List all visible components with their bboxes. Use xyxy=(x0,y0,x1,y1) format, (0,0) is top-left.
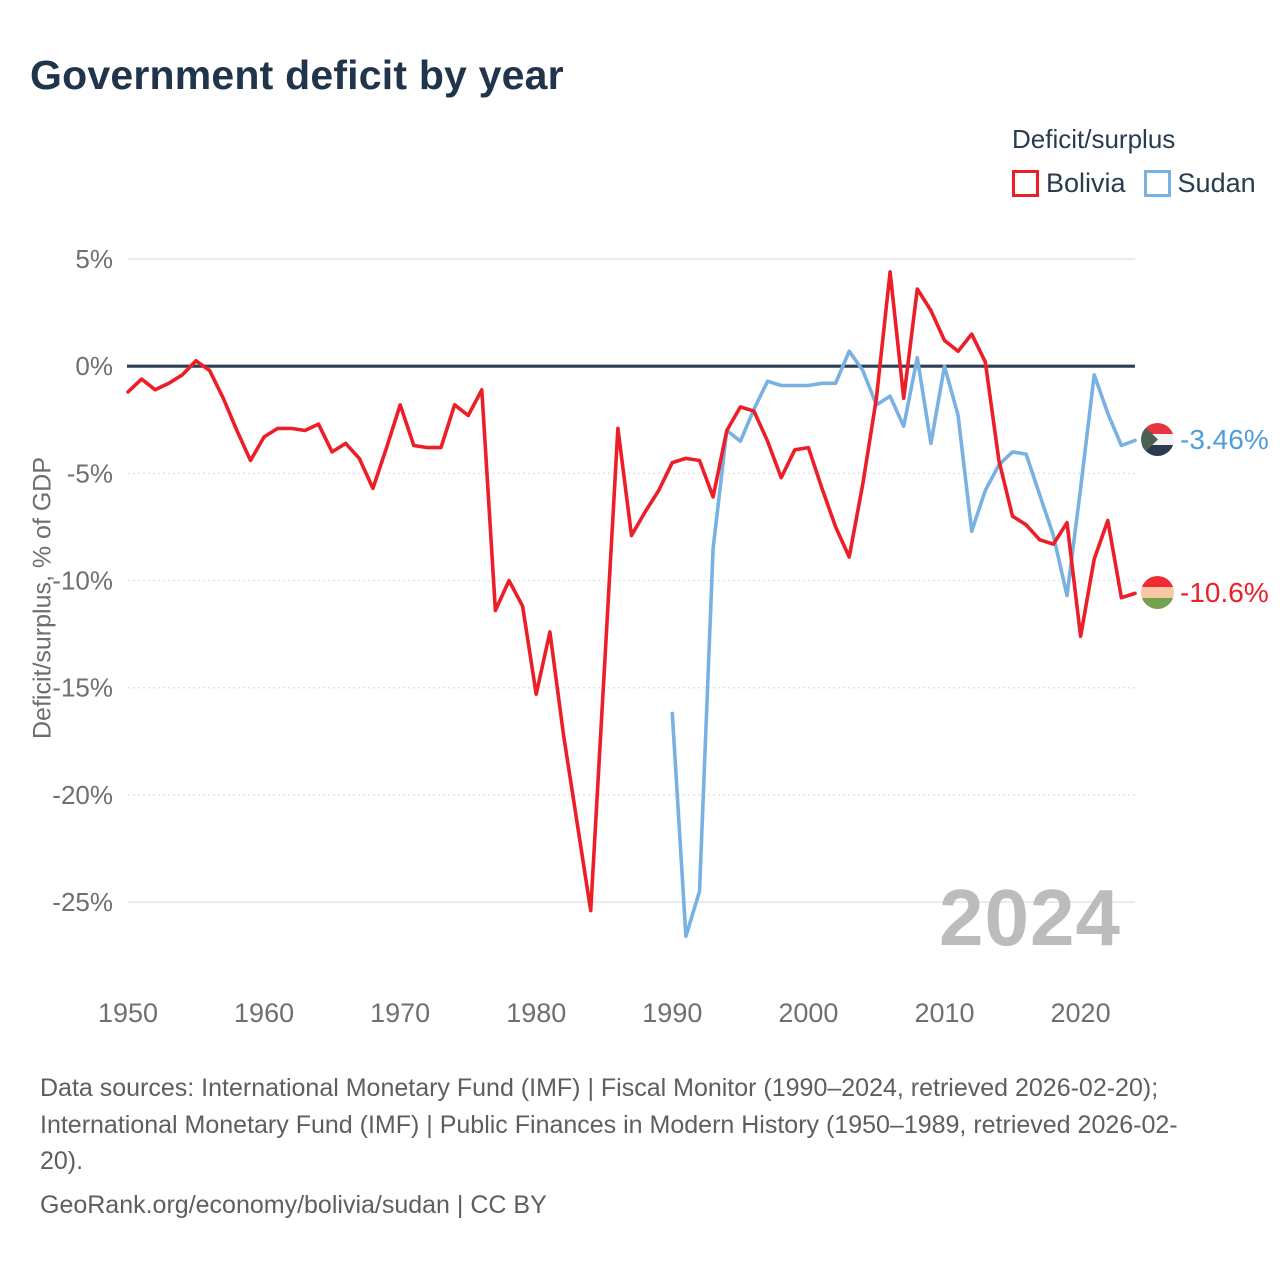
y-tick-label: -10% xyxy=(52,565,113,596)
legend-title: Deficit/surplus xyxy=(1012,124,1176,154)
footer-source-line-3: 20). xyxy=(40,1147,84,1175)
sudan-end-label xyxy=(1141,423,1269,456)
legend-label-bolivia: Bolivia xyxy=(1046,168,1126,198)
x-tick-label: 2000 xyxy=(778,998,839,1028)
bolivia-end-label xyxy=(1141,576,1269,609)
sudan-line xyxy=(672,351,1135,936)
footer-attribution: GeoRank.org/economy/bolivia/sudan | CC BY xyxy=(40,1190,547,1219)
y-tick-label: 5% xyxy=(75,244,113,275)
page-title: Government deficit by year xyxy=(30,52,564,98)
sudan-flag-icon xyxy=(1141,423,1174,456)
footer-source-line-2: International Monetary Fund (IMF) | Public Finances in Modern History (1950–1989, retrieved 2026-02- xyxy=(40,1110,1178,1139)
x-tick-label: 2020 xyxy=(1050,998,1111,1028)
y-tick-label: -5% xyxy=(66,458,113,489)
x-tick-label: 1950 xyxy=(97,998,159,1028)
footer xyxy=(40,1070,1250,1223)
x-tick-label: 1980 xyxy=(506,998,567,1028)
footer-source-line-1: Data sources: International Monetary Fund (IMF) | Fiscal Monitor (1990–2024, retrieved 2026-02-20); xyxy=(40,1074,1159,1102)
sudan-latest-value: -3.46% xyxy=(1180,423,1269,455)
watermark-year: 2024 xyxy=(939,873,1121,962)
bolivia-flag-icon xyxy=(1141,576,1174,609)
x-tick-label: 2010 xyxy=(914,998,975,1028)
y-tick-label: -20% xyxy=(52,779,113,810)
y-axis-title: Deficit/surplus, % of GDP xyxy=(28,456,57,740)
y-tick-label: 0% xyxy=(75,351,113,382)
bolivia-latest-value: -10.6% xyxy=(1180,576,1269,608)
y-tick-label: -15% xyxy=(52,672,113,703)
x-tick-label: 1970 xyxy=(370,998,431,1028)
x-tick-label: 1990 xyxy=(642,998,703,1028)
legend-label-sudan: Sudan xyxy=(1177,168,1256,198)
x-tick-label: 1960 xyxy=(234,998,295,1028)
y-tick-label: -25% xyxy=(52,887,113,918)
